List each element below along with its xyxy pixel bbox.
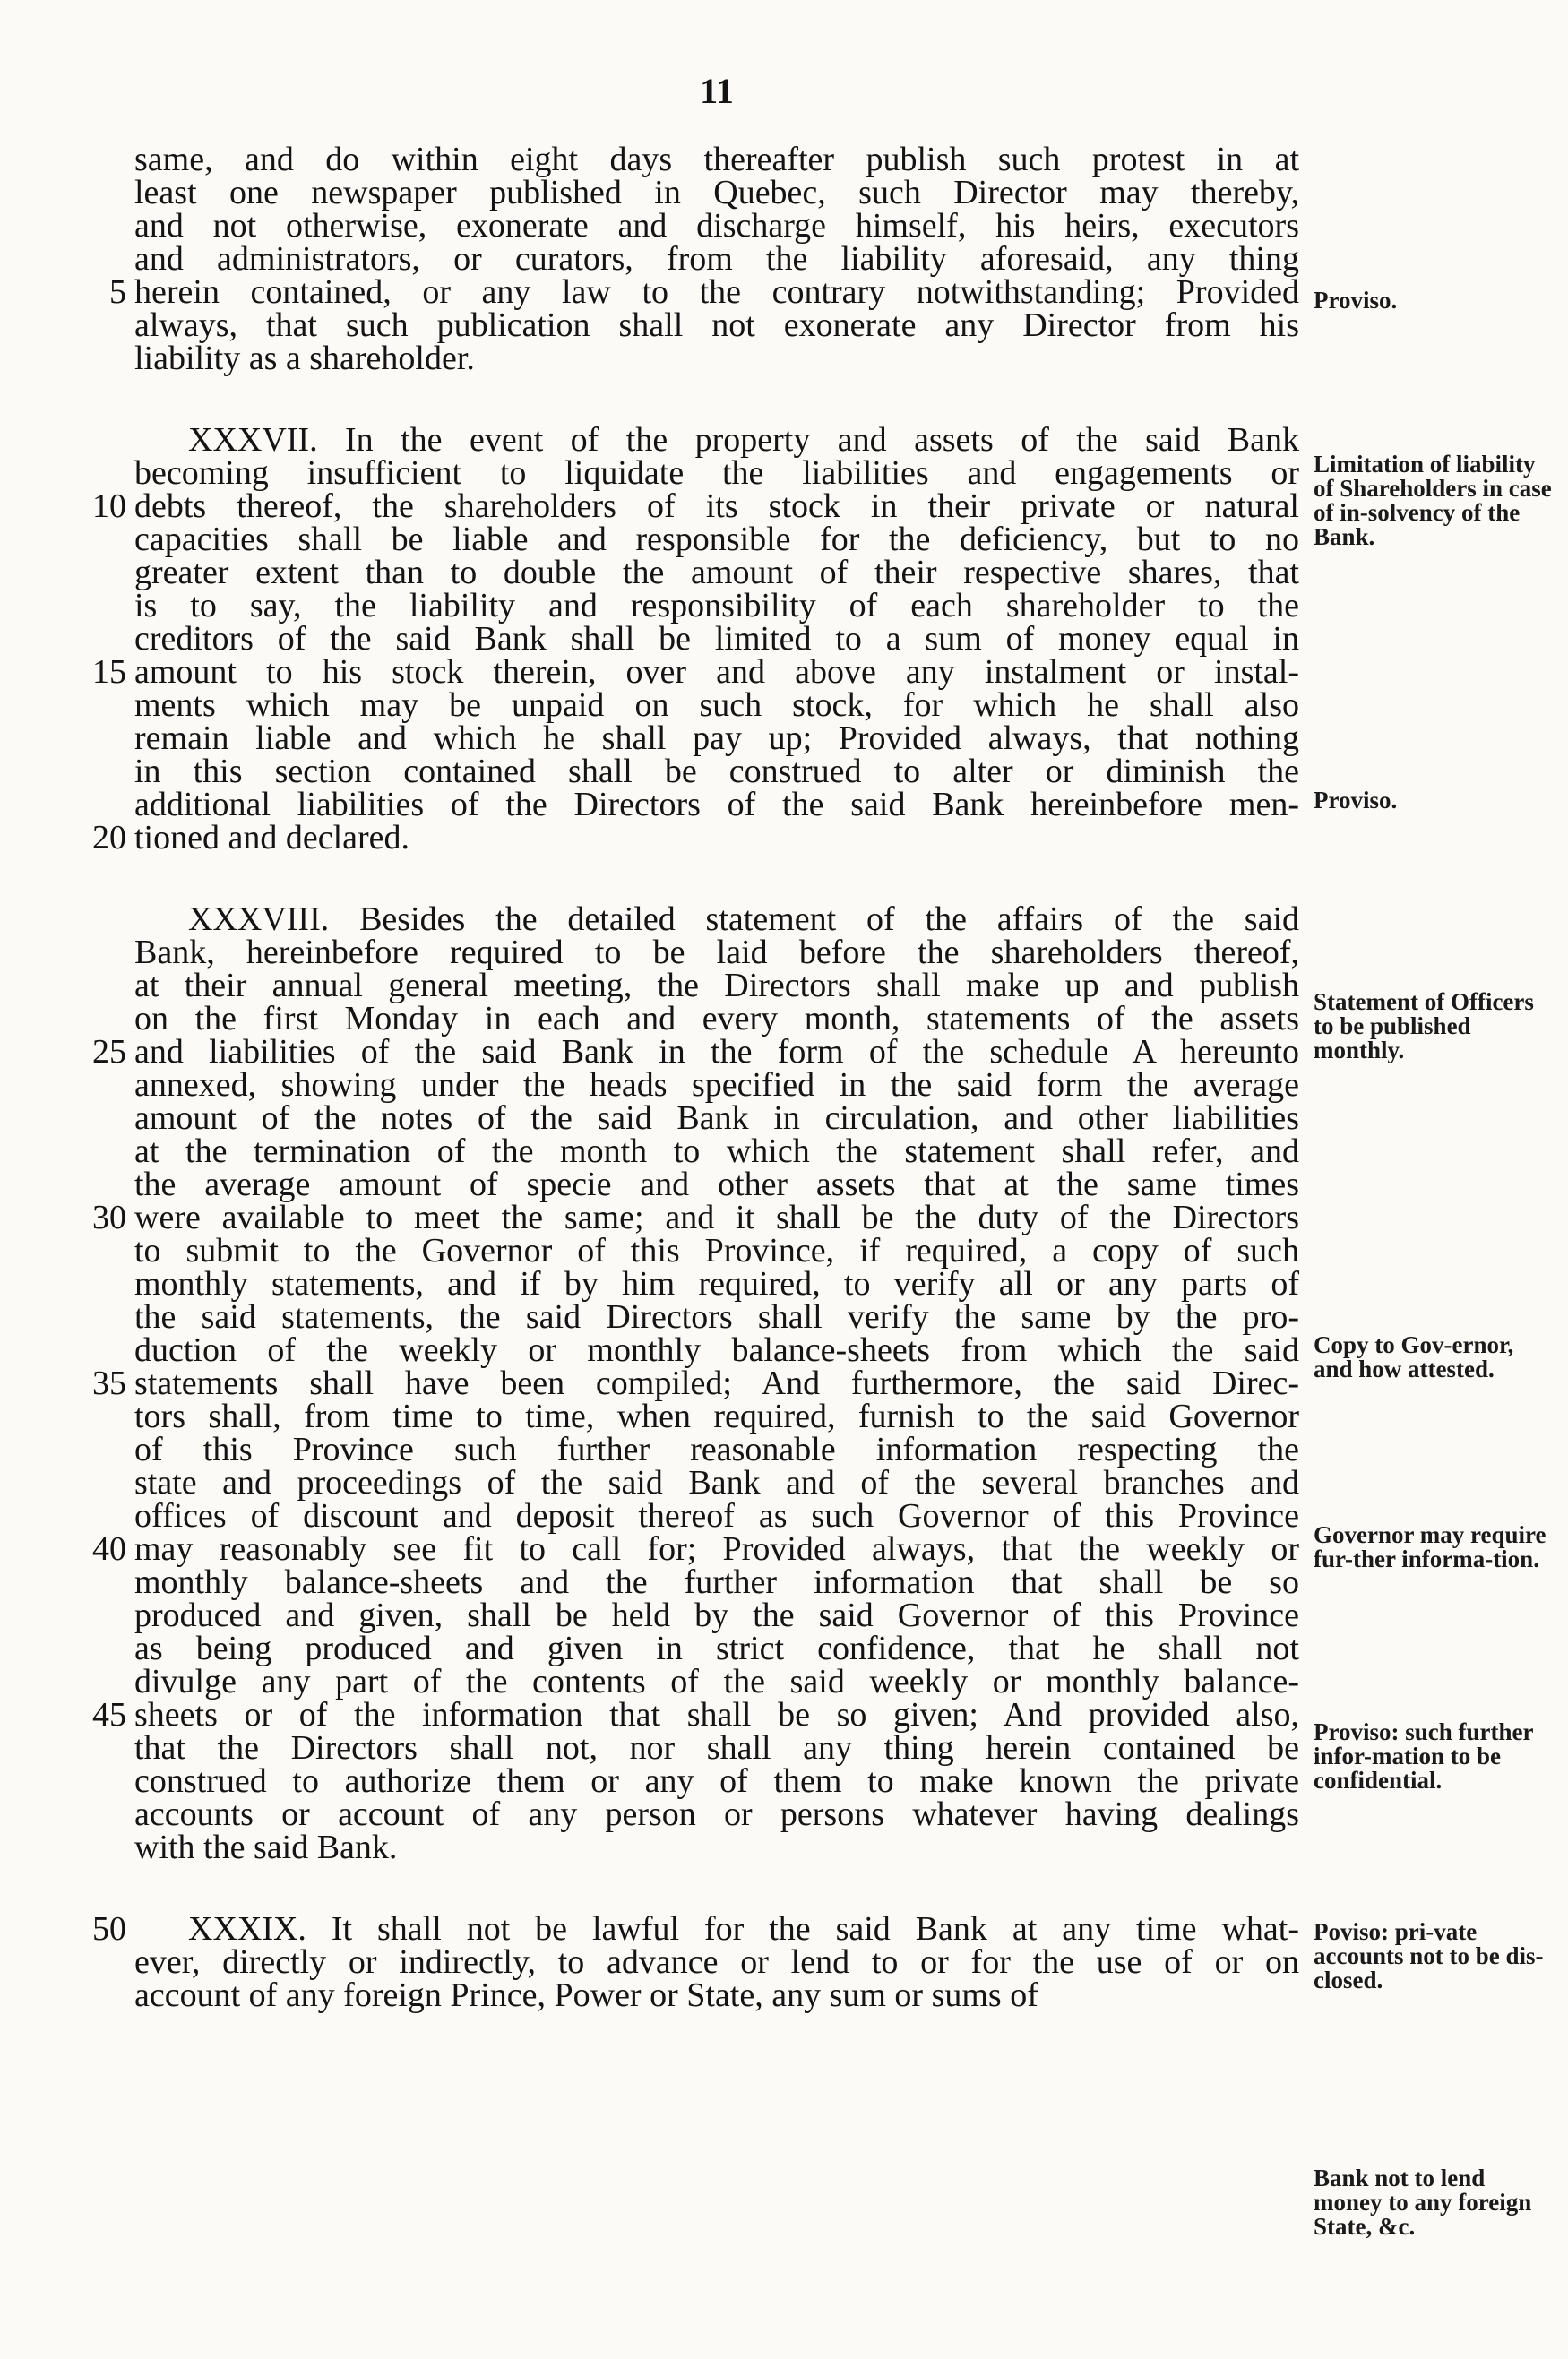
- text-line: [134, 1976, 1299, 2014]
- text-line: [134, 936, 1299, 969]
- line-number: 25: [92, 1033, 126, 1071]
- text-line: [134, 342, 1299, 375]
- side-note-proviso-1: Proviso.: [1314, 287, 1398, 314]
- line-text: amount to his stock therein, over and above any instalment or instal-: [134, 653, 1299, 691]
- text-line: [134, 143, 1299, 176]
- line-text: in this section contained shall be construed to alter or diminish the: [134, 753, 1299, 790]
- line-text: at their annual general meeting, the Directors shall make up and publish: [134, 967, 1299, 1004]
- text-line: [92, 819, 1299, 857]
- text-line: [134, 1831, 1299, 1864]
- line-text: the said statements, the said Directors shall verify the same by the pro-: [134, 1298, 1299, 1336]
- line-text: monthly balance-sheets and the further information that shall be so: [134, 1563, 1299, 1601]
- text-line: [134, 1729, 1299, 1767]
- text-line: [134, 900, 1299, 938]
- side-note-proviso-private-accounts: Poviso: pri-vate accounts not to be dis-closed.: [1314, 1918, 1544, 1993]
- line-text: sheets or of the information that shall be so given; And provided also,: [134, 1696, 1299, 1734]
- text-line: [92, 1199, 1299, 1236]
- text-line: [92, 487, 1299, 525]
- line-text: remain liable and which he shall pay up; Provided always, that nothing: [134, 719, 1299, 757]
- text-line: [134, 1066, 1299, 1104]
- side-note-bank-not-to-lend: Bank not to lend money to any foreign State, &c.: [1314, 2165, 1532, 2240]
- line-text: capacities shall be liable and responsible for the deficiency, but to no: [134, 521, 1299, 558]
- line-text: is to say, the liability and responsibility of each shareholder to the: [134, 587, 1299, 624]
- line-text: greater extent than to double the amount of their respective shares, that: [134, 554, 1299, 591]
- text-line: [92, 1033, 1299, 1071]
- text-line: [134, 1632, 1299, 1666]
- text-line: [134, 719, 1299, 757]
- line-text: least one newspaper published in Quebec, such Director may thereby,: [134, 174, 1299, 211]
- paragraph: [92, 900, 1299, 1866]
- side-note-statement-published-monthly: Statement of Officers to be published monthly.: [1314, 988, 1534, 1063]
- line-text: duction of the weekly or monthly balance-sheets from which the said: [134, 1331, 1299, 1369]
- line-text: amount of the notes of the said Bank in circulation, and other liabilities: [134, 1099, 1299, 1137]
- line-text: monthly statements, and if by him required, to verify all or any parts of: [134, 1265, 1299, 1303]
- paragraph: [92, 421, 1299, 857]
- line-text: ments which may be unpaid on such stock, for which he shall also: [134, 686, 1299, 724]
- text-line: [134, 1168, 1299, 1201]
- line-text: XXXVIII. Besides the detailed statement of the affairs of the said: [188, 900, 1299, 938]
- text-line: [92, 1530, 1299, 1568]
- text-line: [134, 620, 1299, 658]
- line-text: on the first Monday in each and every month, statements of the assets: [134, 1000, 1299, 1037]
- line-number: 10: [92, 487, 126, 525]
- line-text: and liabilities of the said Bank in the form of the schedule A hereunto: [134, 1033, 1299, 1071]
- line-text: offices of discount and deposit thereof as such Governor of this Province: [134, 1497, 1299, 1535]
- side-note-limitation-of-liability: Limitation of liability of Shareholders in case of in-solvency of the Bank.: [1314, 451, 1552, 550]
- line-text: and not otherwise, exonerate and discharge himself, his heirs, executors: [134, 207, 1299, 245]
- text-line: [92, 1910, 1299, 1948]
- line-number: 5: [109, 273, 126, 311]
- text-line: [134, 207, 1299, 245]
- paragraph: [92, 1910, 1299, 2014]
- text-line: [134, 1400, 1299, 1433]
- text-line: [134, 556, 1299, 590]
- line-text: debts thereof, the shareholders of its stock in their private or natural: [134, 487, 1299, 525]
- line-text: accounts or account of any person or persons whatever having dealings: [134, 1795, 1299, 1833]
- line-text: to submit to the Governor of this Province, if required, a copy of such: [134, 1232, 1299, 1270]
- line-text: tors shall, from time to time, when required, furnish to the said Governor: [134, 1398, 1299, 1435]
- line-text: herein contained, or any law to the contrary notwithstanding; Provided: [134, 273, 1299, 311]
- text-line: [134, 1762, 1299, 1800]
- line-text: as being produced and given in strict confidence, that he shall not: [134, 1630, 1299, 1667]
- line-text: construed to authorize them or any of them to make known the private: [134, 1762, 1299, 1800]
- line-text: XXXIX. It shall not be lawful for the said Bank at any time what-: [188, 1910, 1299, 1948]
- text-line: [134, 1331, 1299, 1369]
- text-line: [134, 1298, 1299, 1336]
- line-number: 20: [92, 819, 126, 857]
- line-number: 50: [92, 1910, 126, 1948]
- line-text: XXXVII. In the event of the property and assets of the said Bank: [188, 421, 1299, 459]
- line-text: may reasonably see fit to call for; Provided always, that the weekly or: [134, 1530, 1299, 1568]
- text-line: [134, 1943, 1299, 1981]
- body-text: [92, 141, 1299, 2061]
- line-text: tioned and declared.: [134, 819, 410, 857]
- text-line: [134, 1497, 1299, 1535]
- text-line: [134, 454, 1299, 492]
- text-line: [134, 1099, 1299, 1137]
- text-line: [134, 523, 1299, 556]
- line-number: 15: [92, 653, 126, 691]
- line-text: same, and do within eight days thereafter publish such protest in at: [134, 141, 1299, 178]
- line-text: always, that such publication shall not exonerate any Director from his: [134, 306, 1299, 344]
- line-number: 40: [92, 1530, 126, 1568]
- text-line: [134, 1795, 1299, 1833]
- side-note-governor-may-require-information: Governor may require fur-ther informa-tion.: [1314, 1521, 1546, 1572]
- line-number: 30: [92, 1199, 126, 1236]
- side-note-copy-to-governor: Copy to Gov-ernor, and how attested.: [1314, 1331, 1514, 1382]
- text-line: [134, 1464, 1299, 1502]
- page-number: 11: [700, 71, 734, 111]
- line-text: annexed, showing under the heads specified in the said form the average: [134, 1066, 1299, 1104]
- line-number: 35: [92, 1365, 126, 1402]
- line-text: divulge any part of the contents of the said weekly or monthly balance-: [134, 1663, 1299, 1700]
- line-text: statements shall have been compiled; And furthermore, the said Direc-: [134, 1365, 1299, 1402]
- text-line: [134, 788, 1299, 822]
- text-line: [134, 421, 1299, 459]
- text-line: [134, 240, 1299, 278]
- text-line: [134, 755, 1299, 788]
- line-text: liability as a shareholder.: [134, 340, 475, 377]
- text-line: [134, 587, 1299, 624]
- line-text: of this Province such further reasonable information respecting the: [134, 1431, 1299, 1468]
- line-text: at the termination of the month to which the statement shall refer, and: [134, 1132, 1299, 1170]
- text-line: [134, 1663, 1299, 1700]
- text-line: [92, 653, 1299, 691]
- text-line: [134, 1563, 1299, 1601]
- text-line: [109, 273, 1299, 311]
- line-text: and administrators, or curators, from the liability aforesaid, any thing: [134, 240, 1299, 278]
- text-line: [134, 686, 1299, 724]
- side-note-proviso-confidential: Proviso: such further infor-mation to be confidential.: [1314, 1718, 1533, 1794]
- text-line: [92, 1365, 1299, 1402]
- text-line: [134, 1265, 1299, 1303]
- line-text: ever, directly or indirectly, to advance or lend to or for the use of or on: [134, 1943, 1299, 1981]
- line-text: account of any foreign Prince, Power or State, any sum or sums of: [134, 1976, 1038, 2014]
- line-number: 45: [92, 1696, 126, 1734]
- text-line: [134, 1232, 1299, 1270]
- text-line: [134, 1000, 1299, 1037]
- line-text: additional liabilities of the Directors of the said Bank hereinbefore men-: [134, 786, 1299, 823]
- line-text: were available to meet the same; and it shall be the duty of the Directors: [134, 1199, 1299, 1236]
- side-note-proviso-2: Proviso.: [1314, 787, 1398, 814]
- line-text: the average amount of specie and other assets that at the same times: [134, 1166, 1299, 1203]
- line-text: produced and given, shall be held by the said Governor of this Province: [134, 1597, 1299, 1634]
- text-line: [134, 176, 1299, 210]
- text-line: [134, 1433, 1299, 1467]
- text-line: [134, 1599, 1299, 1632]
- text-line: [92, 1696, 1299, 1734]
- line-text: becoming insufficient to liquidate the liabilities and engagements or: [134, 454, 1299, 492]
- text-line: [134, 1132, 1299, 1170]
- line-text: creditors of the said Bank shall be limited to a sum of money equal in: [134, 620, 1299, 658]
- text-line: [134, 969, 1299, 1003]
- text-line: [134, 306, 1299, 344]
- line-text: with the said Bank.: [134, 1829, 398, 1866]
- paragraph: [109, 141, 1299, 377]
- line-text: that the Directors shall not, nor shall any thing herein contained be: [134, 1729, 1299, 1767]
- line-text: state and proceedings of the said Bank and of the several branches and: [134, 1464, 1299, 1502]
- line-text: Bank, hereinbefore required to be laid before the shareholders thereof,: [134, 934, 1299, 971]
